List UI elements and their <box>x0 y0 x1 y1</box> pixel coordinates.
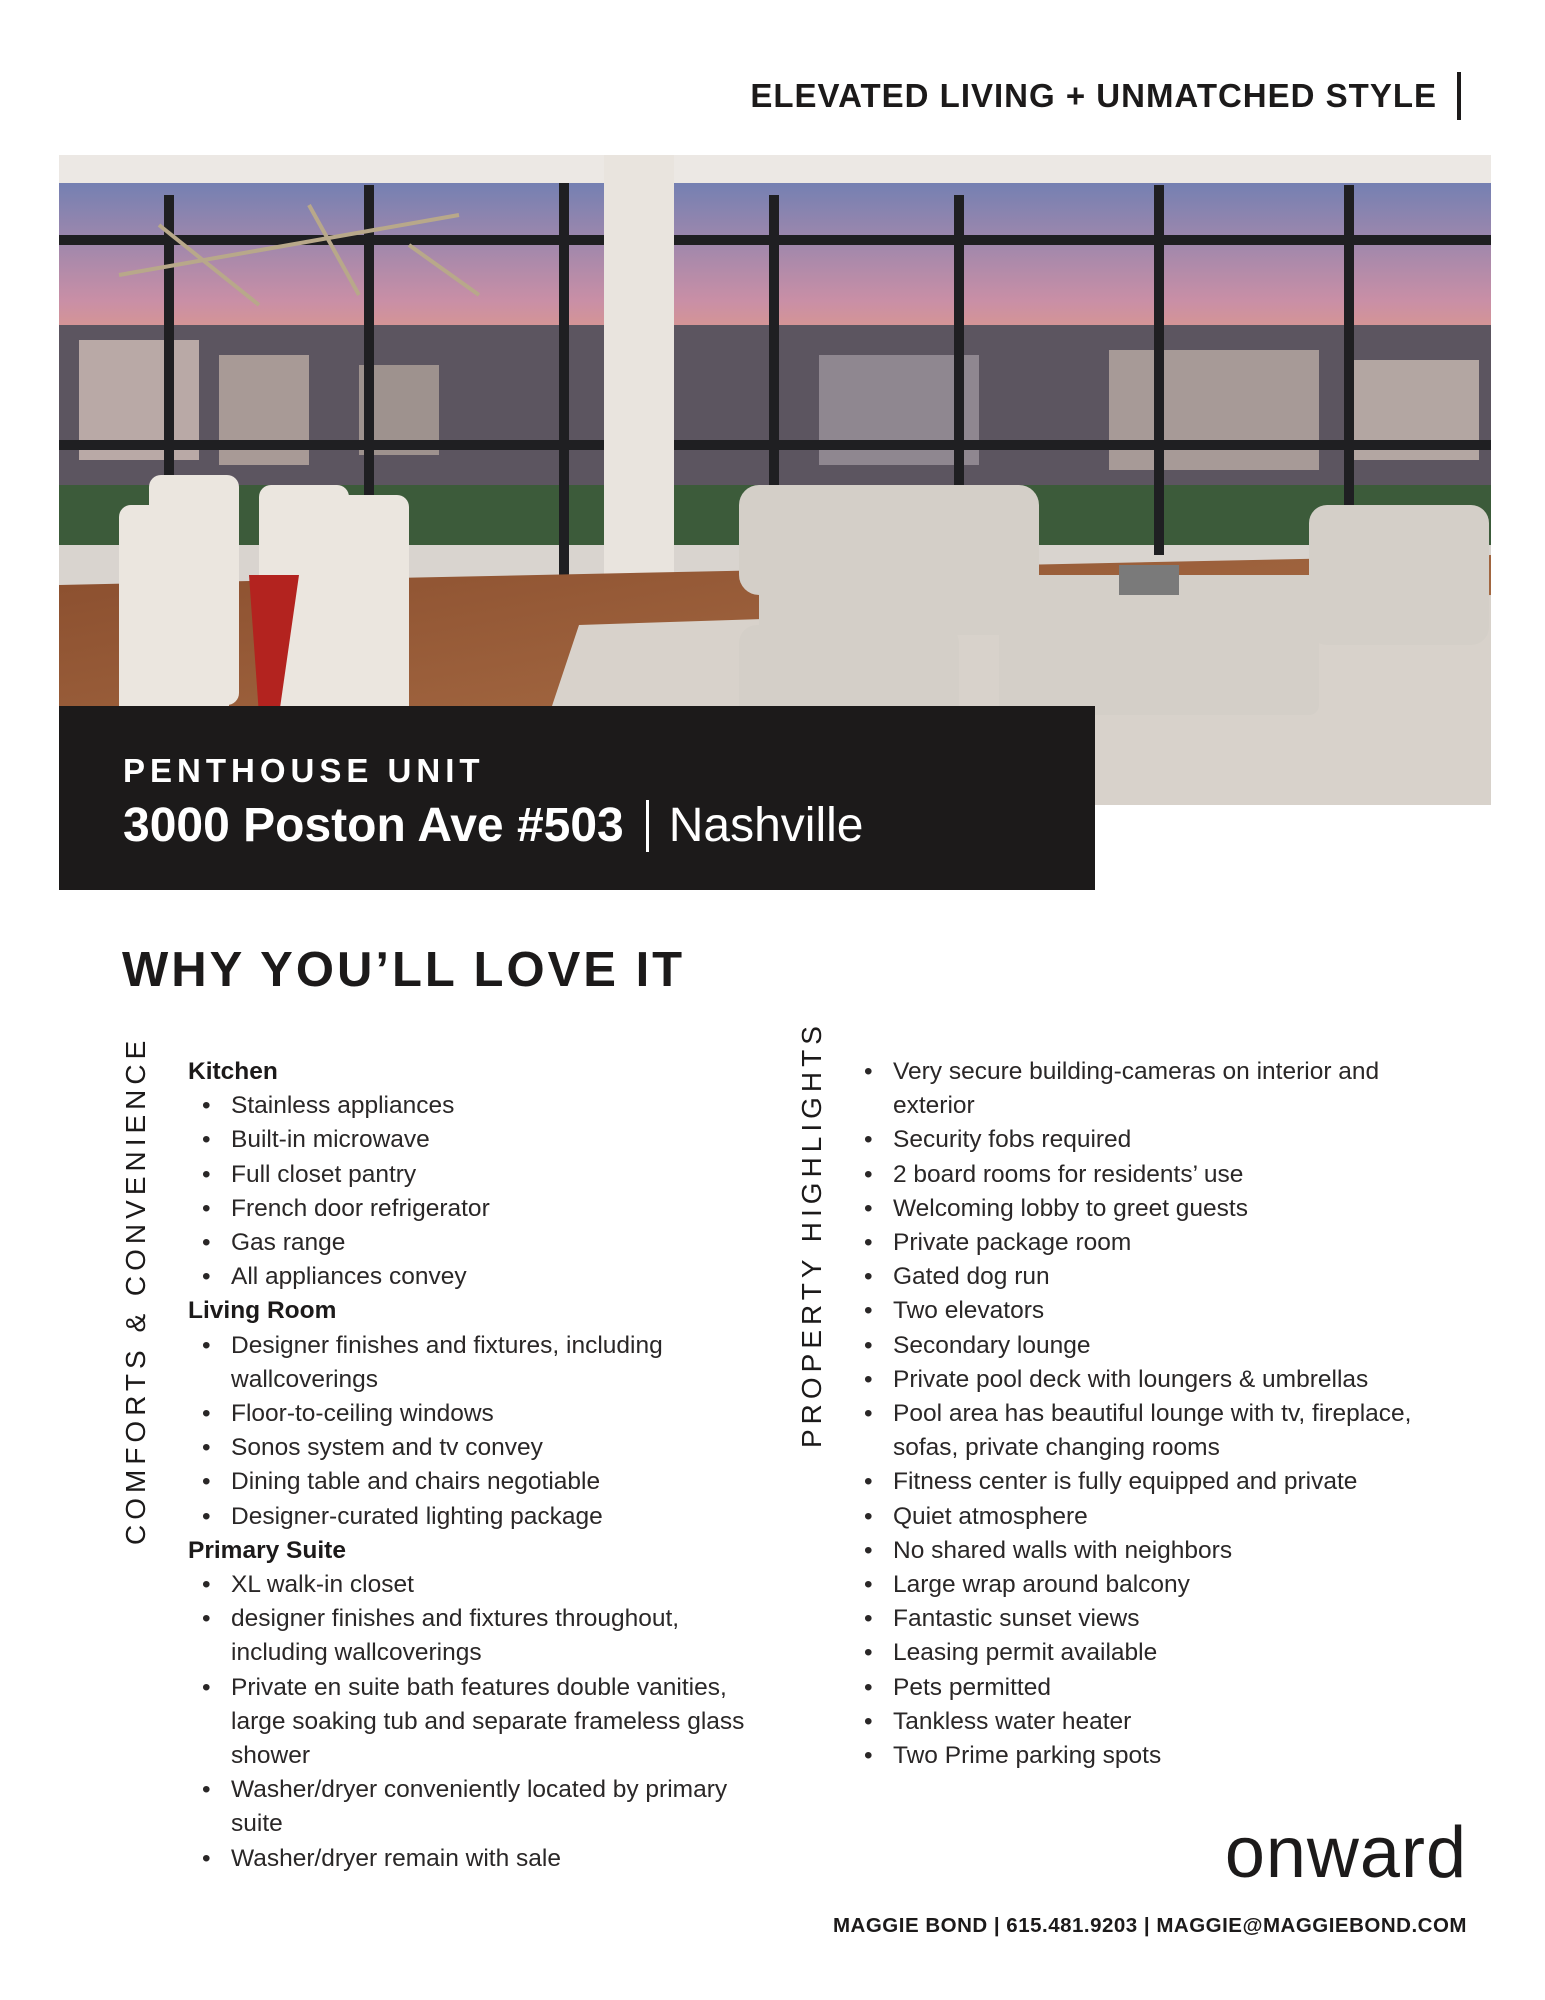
list-item: • designer finishes and fixtures throughout, including wallcoverings <box>188 1602 768 1670</box>
highlights-label: PROPERTY HIGHLIGHTS <box>796 1021 827 1448</box>
listing-address <box>123 798 863 853</box>
list-item: • Stainless appliances <box>188 1089 768 1123</box>
listing-title-box <box>59 706 1095 890</box>
contact-line: MAGGIE BOND | 615.481.9203 | MAGGIE@MAGGIEBOND.COM <box>832 1914 1467 1937</box>
list-item: • Pets permitted <box>850 1671 1450 1705</box>
list-item: • Built-in microwave <box>188 1123 768 1157</box>
list-item: • Large wrap around balcony <box>850 1568 1450 1602</box>
list-item: • XL walk-in closet <box>188 1568 768 1602</box>
list-item: • Tankless water heater <box>850 1705 1450 1739</box>
living-room-list <box>188 1329 768 1534</box>
list-item: • Two elevators <box>850 1294 1450 1328</box>
list-item: • Very secure building-cameras on interior and exterior <box>850 1055 1450 1123</box>
tagline-divider <box>1457 72 1461 120</box>
brand-logo: onward <box>1224 1813 1467 1893</box>
list-item: • Gas range <box>188 1226 768 1260</box>
section-title: WHY YOU’LL LOVE IT <box>122 943 686 997</box>
tagline-text: ELEVATED LIVING + UNMATCHED STYLE <box>750 77 1437 114</box>
tagline <box>750 72 1461 120</box>
highlights-column <box>850 1055 1450 1773</box>
list-item: • French door refrigerator <box>188 1192 768 1226</box>
highlights-list <box>850 1055 1450 1773</box>
comforts-label: COMFORTS & CONVENIENCE <box>120 1035 151 1545</box>
list-item: • Gated dog run <box>850 1260 1450 1294</box>
list-item: • Pool area has beautiful lounge with tv, fireplace, sofas, private changing rooms <box>850 1397 1450 1465</box>
list-item: • Floor-to-ceiling windows <box>188 1397 768 1431</box>
list-item: • Two Prime parking spots <box>850 1739 1450 1773</box>
list-item: • Quiet atmosphere <box>850 1500 1450 1534</box>
list-item: • Private package room <box>850 1226 1450 1260</box>
list-item: • Fitness center is fully equipped and private <box>850 1465 1450 1499</box>
list-item: • Secondary lounge <box>850 1329 1450 1363</box>
list-item: • Private en suite bath features double vanities, large soaking tub and separate frameless glass shower <box>188 1671 768 1774</box>
primary-suite-list <box>188 1568 768 1876</box>
list-item: • Washer/dryer conveniently located by primary suite <box>188 1773 768 1841</box>
list-item: • Designer-curated lighting package <box>188 1500 768 1534</box>
list-item: • Fantastic sunset views <box>850 1602 1450 1636</box>
list-item: • Designer finishes and fixtures, including wallcoverings <box>188 1329 768 1397</box>
listing-eyebrow: PENTHOUSE UNIT <box>123 752 485 789</box>
list-item: • Sonos system and tv convey <box>188 1431 768 1465</box>
list-item: • Washer/dryer remain with sale <box>188 1842 768 1876</box>
list-item: • No shared walls with neighbors <box>850 1534 1450 1568</box>
group-heading-primary-suite: Primary Suite <box>188 1536 346 1564</box>
kitchen-list <box>188 1089 768 1294</box>
list-item: • Leasing permit available <box>850 1636 1450 1670</box>
listing-city: Nashville <box>668 799 864 852</box>
listing-street: 3000 Poston Ave #503 <box>123 799 624 852</box>
address-divider <box>646 800 649 852</box>
group-heading-living-room: Living Room <box>188 1297 337 1325</box>
list-item: • Private pool deck with loungers & umbrellas <box>850 1363 1450 1397</box>
list-item: • Full closet pantry <box>188 1158 768 1192</box>
list-item: • 2 board rooms for residents’ use <box>850 1158 1450 1192</box>
list-item: • All appliances convey <box>188 1260 768 1294</box>
list-item: • Security fobs required <box>850 1123 1450 1157</box>
group-heading-kitchen: Kitchen <box>188 1058 278 1085</box>
comforts-column <box>188 1055 768 1876</box>
list-item: • Dining table and chairs negotiable <box>188 1465 768 1499</box>
list-item: • Welcoming lobby to greet guests <box>850 1192 1450 1226</box>
